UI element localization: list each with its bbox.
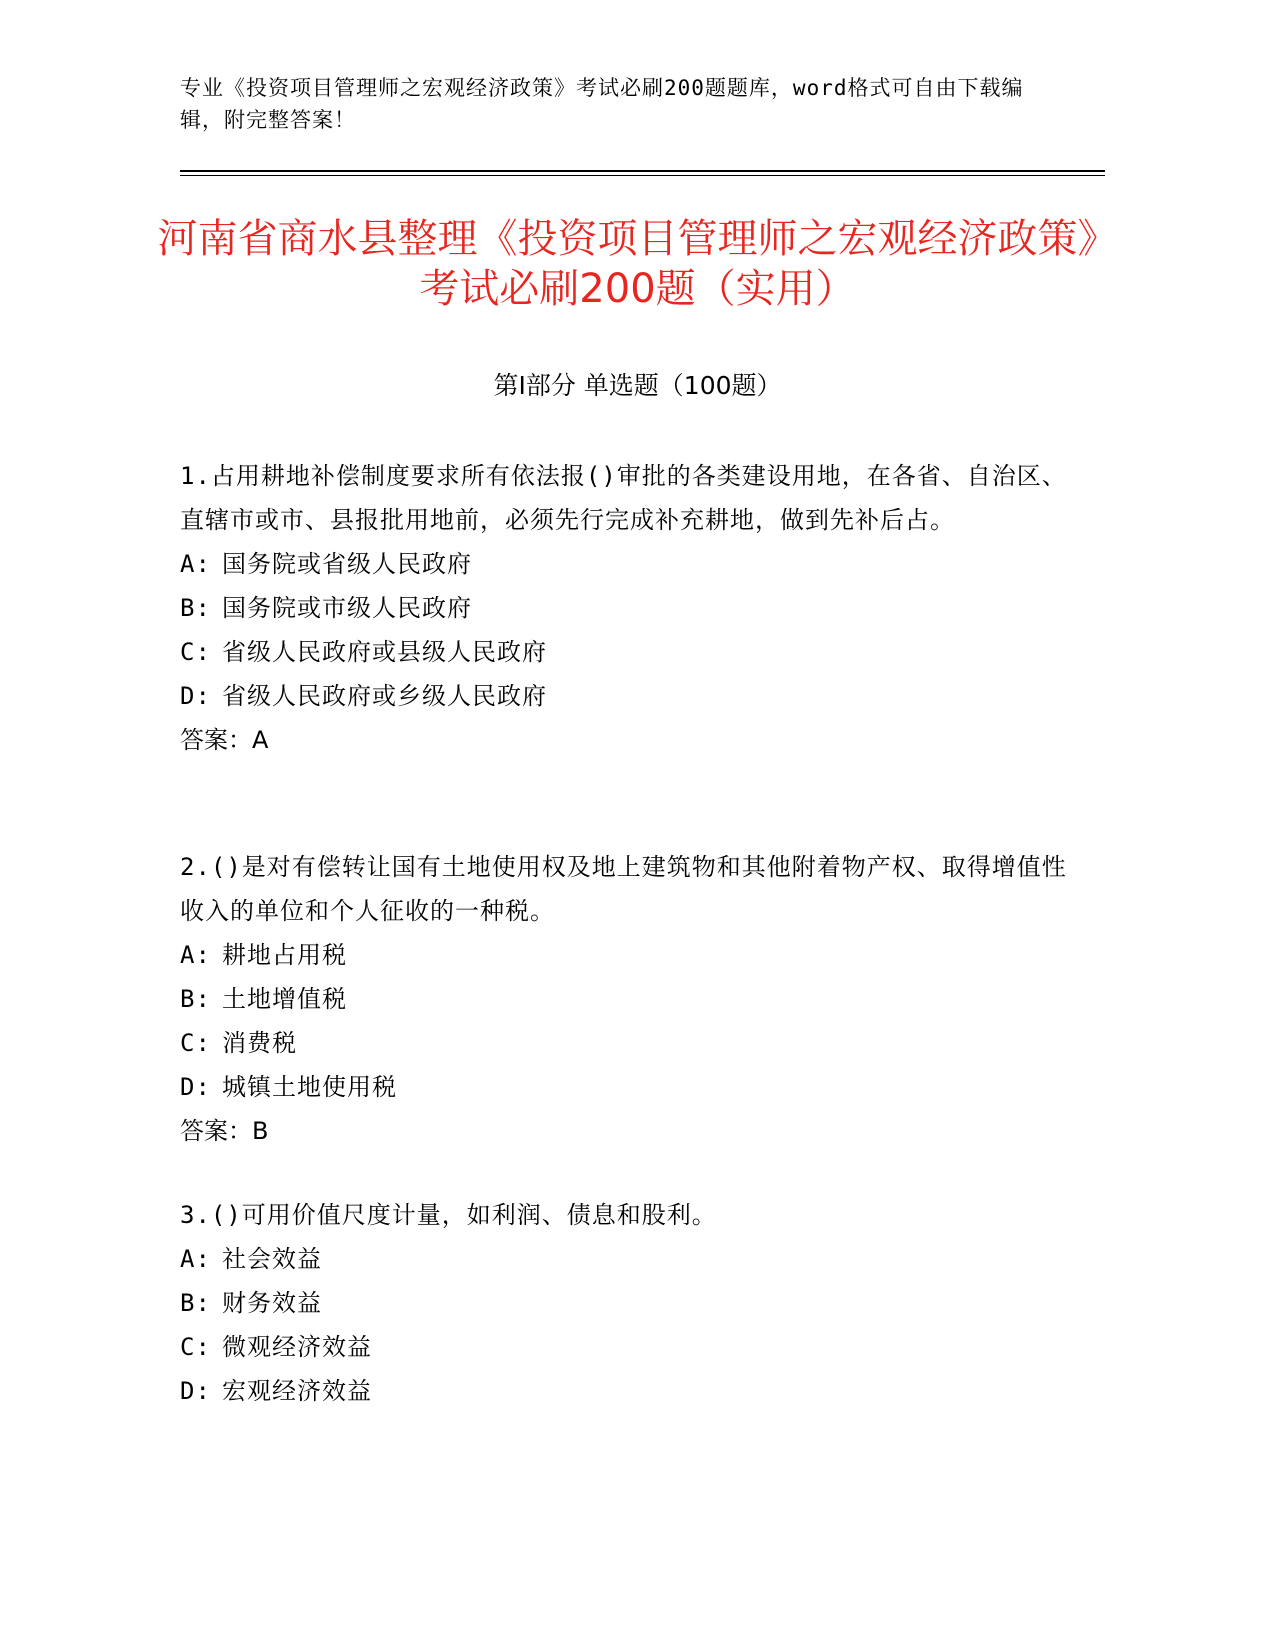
option-text: 省级人民政府或乡级人民政府 bbox=[222, 682, 547, 710]
option-text: 消费税 bbox=[222, 1029, 297, 1057]
answer-line: 答案：B bbox=[180, 1117, 269, 1145]
option-a bbox=[180, 1237, 1080, 1281]
option-text: 土地增值税 bbox=[222, 985, 347, 1013]
option-letter: A: bbox=[180, 941, 211, 969]
option-d bbox=[180, 674, 1080, 718]
option-c bbox=[180, 1325, 1080, 1369]
option-letter: C: bbox=[180, 1029, 211, 1057]
option-d bbox=[180, 1369, 1080, 1413]
option-b bbox=[180, 586, 1080, 630]
option-text: 省级人民政府或县级人民政府 bbox=[222, 638, 547, 666]
option-text: 宏观经济效益 bbox=[222, 1377, 372, 1405]
option-b bbox=[180, 1281, 1080, 1325]
option-letter: D: bbox=[180, 1073, 211, 1101]
option-text: 社会效益 bbox=[222, 1245, 322, 1273]
option-c bbox=[180, 1021, 1080, 1065]
section-title: 第Ⅰ部分 单选题（100题） bbox=[493, 371, 782, 400]
option-a bbox=[180, 542, 1080, 586]
option-letter: D: bbox=[180, 1377, 211, 1405]
option-text: 城镇土地使用税 bbox=[222, 1073, 397, 1101]
option-text: 微观经济效益 bbox=[222, 1333, 372, 1361]
option-d bbox=[180, 1065, 1080, 1109]
option-text: 国务院或省级人民政府 bbox=[222, 550, 472, 578]
option-letter: D: bbox=[180, 682, 211, 710]
question-stem: 3.()可用价值尺度计量，如利润、债息和股利。 bbox=[180, 1201, 717, 1229]
option-letter: B: bbox=[180, 1289, 211, 1317]
document-title: 河南省商水县整理《投资项目管理师之宏观经济政策》考试必刷200题（实用） bbox=[157, 216, 1118, 312]
option-letter: C: bbox=[180, 1333, 211, 1361]
option-letter: A: bbox=[180, 550, 211, 578]
option-letter: C: bbox=[180, 638, 211, 666]
option-letter: B: bbox=[180, 594, 211, 622]
question-stem: 1.占用耕地补偿制度要求所有依法报()审批的各类建设用地，在各省、自治区、直辖市或市、县报批用地前，必须先行完成补充耕地，做到先补后占。 bbox=[180, 462, 1067, 534]
option-c bbox=[180, 630, 1080, 674]
header-divider-thin bbox=[180, 175, 1105, 176]
question-2 bbox=[180, 845, 1080, 1153]
option-letter: B: bbox=[180, 985, 211, 1013]
option-text: 国务院或市级人民政府 bbox=[222, 594, 472, 622]
question-stem: 2.()是对有偿转让国有土地使用权及地上建筑物和其他附着物产权、取得增值性收入的单位和个人征收的一种税。 bbox=[180, 853, 1067, 925]
header-divider-thick bbox=[180, 170, 1105, 172]
option-a bbox=[180, 933, 1080, 977]
question-3 bbox=[180, 1193, 1080, 1413]
option-b bbox=[180, 977, 1080, 1021]
answer-line: 答案：A bbox=[180, 726, 269, 754]
header-note: 专业《投资项目管理师之宏观经济政策》考试必刷200题题库，word格式可自由下载编辑，附完整答案！ bbox=[180, 76, 1024, 132]
option-text: 财务效益 bbox=[222, 1289, 322, 1317]
option-letter: A: bbox=[180, 1245, 211, 1273]
question-1 bbox=[180, 454, 1080, 762]
option-text: 耕地占用税 bbox=[222, 941, 347, 969]
